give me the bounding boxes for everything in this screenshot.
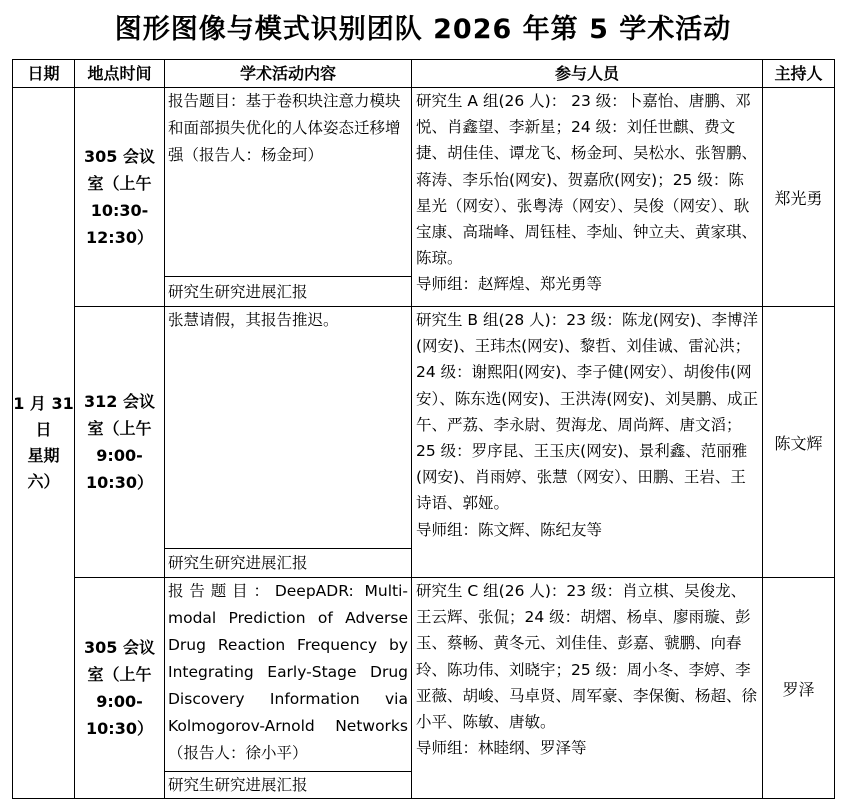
room-time-cell [75, 578, 165, 799]
host-cell: 罗泽 [763, 578, 835, 799]
header-row [13, 60, 835, 88]
header-location-time: 地点时间 [75, 60, 165, 88]
header-participants: 参与人员 [412, 60, 763, 88]
report-content: 张慧请假，其报告推迟。 [165, 307, 412, 549]
participants-list: 研究生 C 组(26 人)：23 级：肖立棋、吴俊龙、王云辉、张侃；24 级：胡熠、杨卓、廖雨璇、彭玉、蔡畅、黄冬元、刘佳佳、彭嘉、虢鹏、向春玲、陈功伟、刘晓宇；25 级：周小冬、李婷、李亚薇、胡峻、马卓贤、周军豪、李保衡、杨超、徐小平、陈敏、唐敏。 [416, 582, 758, 732]
room-line: 室（上午 [87, 419, 152, 438]
room-line: 9:00- [96, 692, 143, 711]
room-time-cell [75, 307, 165, 578]
host-cell: 郑光勇 [763, 88, 835, 307]
progress-report: 研究生研究进展汇报 [165, 549, 412, 578]
page-title: 图形图像与模式识别团队 2026 年第 5 学术活动 [114, 14, 732, 45]
room-line: 10:30- [90, 201, 149, 220]
room-time-cell [75, 88, 165, 307]
header-date: 日期 [13, 60, 75, 88]
session-row [13, 88, 835, 277]
date-line: 六） [27, 472, 60, 491]
room-line: 12:30） [86, 228, 153, 247]
session-row [13, 578, 835, 772]
date-line: 日 [35, 420, 52, 439]
room-line: 10:30） [86, 473, 153, 492]
report-content: 报告题目：DeepADR: Multi-modal Prediction of Adverse Drug Reaction Frequency by Integrating Early-Stage Drug Discovery Information via Kolmogorov-Arnold Networks（报告人：徐小平） [165, 578, 412, 772]
header-host: 主持人 [763, 60, 835, 88]
advisors: 导师组：赵辉煌、郑光勇等 [416, 275, 603, 294]
room-line: 室（上午 [87, 665, 152, 684]
participants-cell [412, 88, 763, 307]
host-cell: 陈文辉 [763, 307, 835, 578]
participants-list: 研究生 A 组(26 人)： 23 级：卜嘉怡、唐鹏、邓悦、肖鑫望、李新星；24 级：刘任世麒、费文捷、胡佳佳、谭龙飞、杨金珂、吴松水、张智鹏、蒋涛、李乐怡(网安)、贺嘉欣(网安)；25 级：陈星光（网安）、张粤涛（网安）、吴俊（网安）、耿宝康、高瑞峰、周钰桂、李灿、钟立夫、黄家琪、陈琼。 [416, 92, 758, 268]
participants-cell [412, 307, 763, 578]
room-line: 312 会议 [84, 392, 155, 411]
advisors: 导师组：林睦纲、罗泽等 [416, 739, 587, 758]
progress-report: 研究生研究进展汇报 [165, 277, 412, 307]
room-line: 9:00- [96, 446, 143, 465]
room-line: 10:30） [86, 719, 153, 738]
schedule-table [12, 59, 835, 799]
room-line: 305 会议 [84, 147, 155, 166]
room-line: 305 会议 [84, 638, 155, 657]
progress-report: 研究生研究进展汇报 [165, 772, 412, 799]
header-content: 学术活动内容 [165, 60, 412, 88]
date-line: 星期 [27, 446, 60, 465]
report-content: 报告题目：基于卷积块注意力模块和面部损失优化的人体姿态迁移增强（报告人：杨金珂） [165, 88, 412, 277]
date-line: 1 月 31 [13, 394, 74, 413]
room-line: 室（上午 [87, 174, 152, 193]
participants-list: 研究生 B 组(28 人)：23 级：陈龙(网安)、李博洋(网安)、王玮杰(网安)、黎哲、刘佳诚、雷沁洪；24 级：谢熙阳(网安)、李子健(网安）、胡俊伟(网安）、陈东选(网安)、王洪涛(网安)、刘昊鹏、成正午、严荔、李永尉、贺海龙、周尚辉、唐文滔；25 级：罗序昆、王玉庆(网安)、景利鑫、范丽雅(网安)、肖雨婷、张慧（网安）、田鹏、王岩、王诗语、郭娅。 [416, 311, 758, 513]
participants-cell [412, 578, 763, 799]
session-row [13, 307, 835, 549]
date-cell [13, 88, 75, 799]
advisors: 导师组：陈文辉、陈纪友等 [416, 520, 603, 539]
